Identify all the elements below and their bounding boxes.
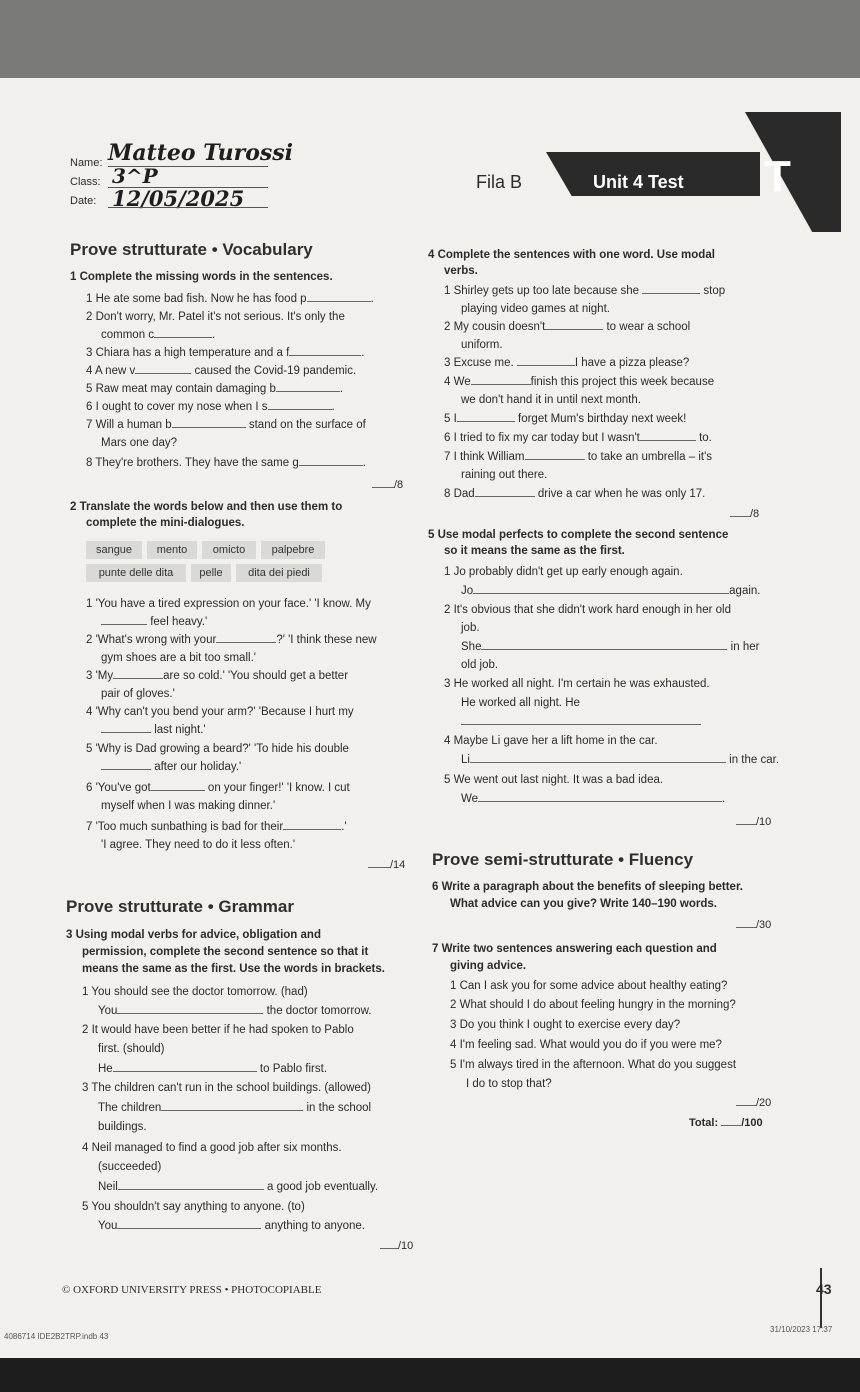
ex3-item-3b: The children in the school: [98, 1102, 372, 1114]
ex4-score: /8: [730, 507, 759, 520]
ex3-item-3: 3 The children can't run in the school buildings. (allowed): [82, 1082, 372, 1094]
ex7-item-1: 1 Can I ask you for some advice about healthy eating?: [450, 980, 728, 992]
ex2-item-5b: after our holiday.': [101, 760, 241, 774]
ex1-item-1: 1 He ate some bad fish. Now he has food p .: [86, 293, 374, 305]
ex1-item-2: 2 Don't worry, Mr. Patel it's not serious. It's only the: [86, 311, 345, 323]
test-date: 12/05/2025: [112, 186, 245, 211]
ex5-item-3b: He worked all night. He: [461, 697, 580, 709]
ex1-item-8: 8 They're brothers. They have the same g .: [86, 457, 366, 469]
ex2-item-1b: feel heavy.': [101, 615, 207, 629]
ex3-item-4c: Neil a good job eventually.: [98, 1181, 379, 1193]
ex5-item-2b: job.: [461, 622, 480, 634]
unit-title: Unit 4 Test: [593, 172, 684, 192]
word-box: dita dei piedi: [236, 564, 322, 582]
ex7-item-4: 4 I'm feeling sad. What would you do if you were me?: [450, 1039, 722, 1051]
ex1-item-6: 6 I ought to cover my nose when I s .: [86, 401, 335, 413]
ex5-item-3: 3 He worked all night. I'm certain he was exhausted.: [444, 678, 710, 690]
ex4-item-4b: we don't hand it in until next month.: [461, 394, 641, 406]
ex3-item-5: 5 You shouldn't say anything to anyone. (to): [82, 1201, 305, 1213]
ex7-item-5: 5 I'm always tired in the afternoon. What do you suggest: [450, 1059, 737, 1071]
ex6-title-2: What advice can you give? Write 140–190 words.: [450, 898, 717, 910]
name-label: Name:: [70, 157, 103, 169]
ex7-item-2: 2 What should I do about feeling hungry in the morning?: [450, 999, 736, 1011]
ex2-title-2: complete the mini-dialogues.: [86, 517, 245, 529]
ex4-item-8: 8 Dad drive a car when he was only 17.: [444, 488, 706, 500]
ex2-item-7: 7 'Too much sunbathing is bad for their .': [86, 821, 347, 833]
word-box: sangue: [86, 541, 142, 559]
ex7-score: /20: [736, 1096, 771, 1109]
ex3-title-2: permission, complete the second sentence so that it: [82, 946, 369, 958]
ex2-item-4: 4 'Why can't you bend your arm?' 'Because I hurt my: [86, 706, 354, 718]
ex1-score: /8: [372, 478, 403, 491]
ex5-item-5b: We .: [461, 793, 726, 805]
ex1-item-5: 5 Raw meat may contain damaging b .: [86, 383, 344, 395]
ex2-item-3: 3 'My are so cold.' 'You should get a better: [86, 670, 349, 682]
word-box: punte delle dita: [86, 564, 186, 582]
ex4-item-5: 5 I forget Mum's birthday next week!: [444, 413, 687, 425]
date-line: [108, 207, 268, 208]
ex4-item-2b: uniform.: [461, 339, 503, 351]
ex2-item-2: 2 'What's wrong with your ?' 'I think these new: [86, 634, 377, 646]
ex7-title-2: giving advice.: [450, 960, 527, 972]
ex1-title: 1 Complete the missing words in the sentences.: [70, 271, 333, 283]
ex5-item-2c: She in her: [461, 641, 760, 653]
student-name: Matteo Turossi: [108, 140, 294, 166]
ex5-item-5: 5 We went out last night. It was a bad idea.: [444, 774, 664, 786]
page-marker: [820, 1268, 822, 1328]
ex6-score: /30: [736, 918, 771, 931]
ex7-title-1: 7 Write two sentences answering each question and: [432, 943, 717, 955]
ex4-item-1b: playing video games at night.: [461, 303, 610, 315]
ex1-item-7: 7 Will a human b stand on the surface of: [86, 419, 366, 431]
ex3-item-2c: He to Pablo first.: [98, 1063, 328, 1075]
ex3-item-5b: You anything to anyone.: [98, 1220, 365, 1232]
word-box: pelle: [191, 564, 231, 582]
publisher-footer: © OXFORD UNIVERSITY PRESS • PHOTOCOPIABLE: [62, 1284, 322, 1296]
ex1-item-4: 4 A new v caused the Covid-19 pandemic.: [86, 365, 357, 377]
ex3-item-4: 4 Neil managed to find a good job after six months.: [82, 1142, 342, 1154]
ex7-item-5b: I do to stop that?: [466, 1078, 552, 1090]
ex2-item-5: 5 'Why is Dad growing a beard?' 'To hide his double: [86, 743, 349, 755]
ex4-item-6: 6 I tried to fix my car today but I wasn't to.: [444, 432, 712, 444]
ex2-item-7b: 'I agree. They need to do it less often.': [101, 839, 296, 851]
ex3-item-3c: buildings.: [98, 1121, 147, 1133]
ex2-item-1: 1 'You have a tired expression on your face.' 'I know. My: [86, 598, 371, 610]
ex6-title-1: 6 Write a paragraph about the benefits of sleeping better.: [432, 881, 743, 893]
ex3-title-1: 3 Using modal verbs for advice, obligation and: [66, 929, 321, 941]
ex4-title-2: verbs.: [444, 265, 478, 277]
ex2-item-4b: last night.': [101, 723, 206, 737]
page-number: 43: [816, 1281, 832, 1297]
print-file-info: 4086714 IDE2B2TRP.indb 43: [4, 1332, 109, 1341]
ex3-score: /10: [380, 1239, 413, 1252]
ex2-title-1: 2 Translate the words below and then use them to: [70, 501, 343, 513]
ex4-item-1: 1 Shirley gets up too late because she stop: [444, 285, 726, 297]
ex3-title-3: means the same as the first. Use the words in brackets.: [82, 963, 385, 975]
ex5-item-3-line: [461, 724, 701, 725]
class-label: Class:: [70, 176, 101, 188]
ex4-title-1: 4 Complete the sentences with one word. Use modal: [428, 249, 715, 261]
ex5-title-1: 5 Use modal perfects to complete the second sentence: [428, 529, 729, 541]
ex2-item-2b: gym shoes are a bit too small.': [101, 652, 256, 664]
word-box: omicto: [202, 541, 256, 559]
ex3-item-1b: You the doctor tomorrow.: [98, 1005, 372, 1017]
ex4-item-7b: raining out there.: [461, 469, 548, 481]
fila-label: Fila B: [476, 172, 523, 192]
ex1-item-2b: common c .: [101, 329, 216, 341]
background-bottom: [0, 1358, 860, 1392]
ex7-item-3: 3 Do you think I ought to exercise every day?: [450, 1019, 681, 1031]
test-letter: T: [764, 152, 791, 201]
ex4-item-4: 4 We finish this project this week because: [444, 376, 715, 388]
ex5-title-2: so it means the same as the first.: [444, 545, 625, 557]
ex2-item-3b: pair of gloves.': [101, 688, 175, 700]
ex5-score: /10: [736, 815, 771, 828]
ex1-item-3: 3 Chiara has a high temperature and a f .: [86, 347, 365, 359]
ex3-item-2b: first. (should): [98, 1043, 165, 1055]
ex5-item-1b: Jo again.: [461, 585, 761, 597]
ex3-item-2: 2 It would have been better if he had spoken to Pablo: [82, 1024, 354, 1036]
student-class: 3^P: [112, 164, 158, 188]
ex4-item-3: 3 Excuse me. I have a pizza please?: [444, 357, 690, 369]
date-label: Date:: [70, 195, 97, 207]
ex5-item-4b: Li in the car.: [461, 754, 780, 766]
ex3-item-1: 1 You should see the doctor tomorrow. (had): [82, 986, 308, 998]
word-box: palpebre: [261, 541, 325, 559]
ex5-item-2: 2 It's obvious that she didn't work hard enough in her old: [444, 604, 731, 616]
vocabulary-heading: Prove strutturate • Vocabulary: [70, 240, 313, 259]
ex1-item-7b: Mars one day?: [101, 437, 178, 449]
ex2-item-6b: myself when I was making dinner.': [101, 800, 276, 812]
total-score: Total: /100: [689, 1117, 763, 1129]
ex4-item-2: 2 My cousin doesn't to wear a school: [444, 321, 691, 333]
ex3-item-4b: (succeeded): [98, 1161, 162, 1173]
ex2-item-6: 6 'You've got on your finger!' 'I know. I cut: [86, 782, 350, 794]
ex2-score: /14: [368, 858, 405, 871]
ex5-item-4: 4 Maybe Li gave her a lift home in the car.: [444, 735, 658, 747]
fluency-heading: Prove semi-strutturate • Fluency: [432, 850, 694, 869]
ex4-item-7: 7 I think William to take an umbrella – it's: [444, 451, 713, 463]
grammar-heading: Prove strutturate • Grammar: [66, 897, 294, 916]
ex5-item-2d: old job.: [461, 659, 499, 671]
word-box: mento: [147, 541, 197, 559]
print-timestamp: 31/10/2023 17:37: [770, 1325, 833, 1334]
ex5-item-1: 1 Jo probably didn't get up early enough again.: [444, 566, 683, 578]
